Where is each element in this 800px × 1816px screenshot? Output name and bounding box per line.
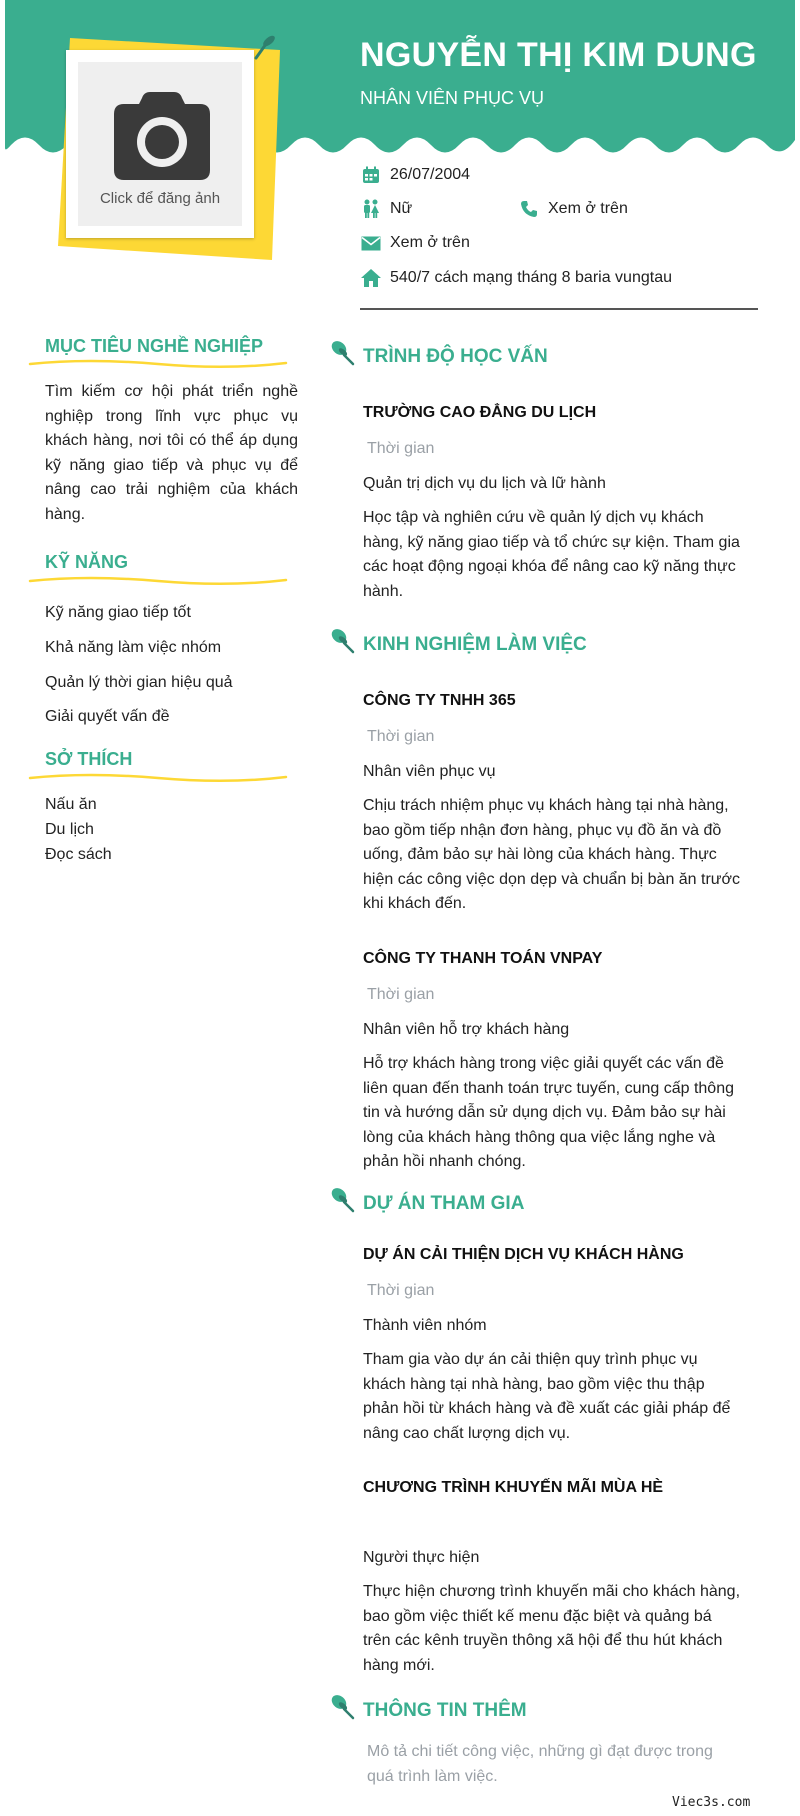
gender-value: Nữ [390, 200, 413, 217]
hobby-item: Nấu ăn [45, 796, 97, 813]
camera-icon [112, 90, 212, 180]
project-name: CHƯƠNG TRÌNH KHUYẾN MÃI MÙA HÈ [363, 1479, 664, 1496]
objective-text: Tìm kiếm cơ hội phát triển nghề nghiệp trong lĩnh vực phục vụ khách hàng, nơi tôi có thể áp dụng kỹ năng giao tiếp và phục vụ để nâng cao trải nghiệm của khách hàng. [45, 383, 298, 523]
push-pin-icon [329, 1185, 357, 1213]
objective-title: MỤC TIÊU NGHỀ NGHIỆP [45, 336, 264, 356]
education-description: Học tập và nghiên cứu về quản lý dịch vụ khách hàng, kỹ năng giao tiếp và tổ chức sự kiện. Tham gia các hoạt động ngoại khóa để nâng cao kỹ năng thực hành. [363, 509, 740, 600]
experience-title: KINH NGHIỆM LÀM VIỆC [363, 634, 587, 655]
skill-item: Kỹ năng giao tiếp tốt [45, 604, 191, 621]
extra-info-description: Mô tả chi tiết công việc, những gì đạt được trong quá trình làm việc. [367, 1743, 713, 1785]
extra-info-title: THÔNG TIN THÊM [363, 1700, 527, 1721]
education-time: Thời gian [367, 440, 435, 457]
watermark: Viec3s.com [672, 1795, 751, 1810]
experience-company: CÔNG TY TNHH 365 [363, 692, 516, 709]
phone-icon [518, 199, 540, 219]
experience-company: CÔNG TY THANH TOÁN VNPAY [363, 950, 603, 967]
experience-description: Hỗ trợ khách hàng trong việc giải quyết các vấn đề liên quan đến thanh toán trực tuyến, cung cấp thông tin và hướng dẫn sử dụng dịch vụ. Đảm bảo sự hài lòng của khách hàng thông qua việc lắng nghe và phản hồi nhanh chóng. [363, 1055, 734, 1170]
education-major: Quản trị dịch vụ du lịch và lữ hành [363, 475, 606, 492]
objective-underline [28, 358, 288, 370]
push-pin-icon [248, 22, 288, 62]
project-role: Người thực hiện [363, 1549, 480, 1566]
education-title: TRÌNH ĐỘ HỌC VẤN [363, 346, 548, 367]
project-role: Thành viên nhóm [363, 1317, 487, 1334]
skill-item: Khả năng làm việc nhóm [45, 639, 222, 656]
contact-phone [518, 199, 628, 219]
skills-title: KỸ NĂNG [45, 552, 129, 572]
project-time: Thời gian [367, 1282, 435, 1299]
hobby-item: Đọc sách [45, 846, 112, 863]
skills-underline [28, 575, 288, 587]
experience-position: Nhân viên hỗ trợ khách hàng [363, 1021, 570, 1038]
projects-title: DỰ ÁN THAM GIA [363, 1193, 525, 1214]
education-school: TRƯỜNG CAO ĐẲNG DU LỊCH [363, 404, 597, 421]
photo-placeholder[interactable] [78, 62, 242, 226]
phone-value: Xem ở trên [548, 200, 628, 217]
contact-birthday [360, 165, 470, 185]
email-value: Xem ở trên [390, 234, 470, 251]
contact-address [360, 268, 672, 288]
contact-email [360, 233, 470, 253]
email-icon [360, 233, 382, 253]
skill-item: Giải quyết vấn đề [45, 708, 170, 725]
address-value: 540/7 cách mạng tháng 8 baria vungtau [390, 269, 672, 286]
hobbies-underline [28, 772, 288, 784]
photo-upload-label: Click để đăng ảnh [99, 190, 221, 207]
project-description: Tham gia vào dự án cải thiện quy trình phục vụ khách hàng tại nhà hàng, bao gồm việc thu thập phản hồi từ khách hàng và đề xuất các giải pháp để nâng cao chất lượng dịch vụ. [363, 1351, 731, 1442]
skill-item: Quản lý thời gian hiệu quả [45, 674, 233, 691]
experience-position: Nhân viên phục vụ [363, 763, 496, 780]
candidate-name: NGUYỄN THỊ KIM DUNG [360, 36, 757, 74]
photo-upload[interactable] [66, 50, 254, 238]
home-icon [360, 268, 382, 288]
push-pin-icon [329, 338, 357, 366]
calendar-icon [360, 165, 382, 185]
push-pin-icon [329, 1692, 357, 1720]
contact-divider [360, 308, 758, 310]
project-description: Thực hiện chương trình khuyến mãi cho khách hàng, bao gồm việc thiết kế menu đặc biệt và quảng bá trên các kênh truyền thông xã hội để thu hút khách hàng mới. [363, 1583, 741, 1674]
experience-time: Thời gian [367, 728, 435, 745]
contact-gender [360, 199, 412, 219]
experience-description: Chịu trách nhiệm phục vụ khách hàng tại nhà hàng, bao gồm tiếp nhận đơn hàng, phục vụ đồ ăn và đồ uống, đảm bảo sự hài lòng của khách hàng. Thực hiện các công việc dọn dẹp và chuẩn bị bàn ăn trước khi khách đến. [363, 797, 740, 912]
hobby-item: Du lịch [45, 821, 94, 838]
push-pin-icon [329, 626, 357, 654]
job-title: NHÂN VIÊN PHỤC VỤ [360, 88, 545, 108]
experience-time: Thời gian [367, 986, 435, 1003]
hobbies-title: SỞ THÍCH [45, 749, 133, 769]
project-name: DỰ ÁN CẢI THIỆN DỊCH VỤ KHÁCH HÀNG [363, 1246, 684, 1263]
birthday-value: 26/07/2004 [390, 166, 471, 183]
gender-icon [360, 199, 382, 219]
